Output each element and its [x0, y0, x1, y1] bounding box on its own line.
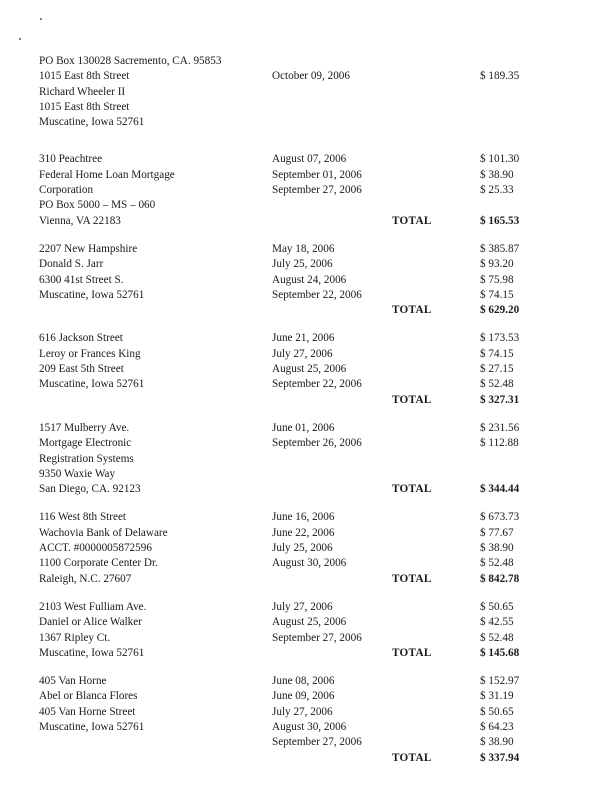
- payment-date: September 22, 2006: [272, 378, 362, 391]
- payment-date: June 22, 2006: [272, 526, 335, 539]
- total-label: TOTAL: [392, 214, 432, 227]
- ledger-row: [39, 631, 559, 646]
- total-amount: $ 344.44: [480, 483, 520, 496]
- payment-amount: $ 152.97: [480, 675, 520, 688]
- payment-date: June 09, 2006: [272, 690, 335, 703]
- ledger-row: [39, 183, 559, 198]
- address-line: Federal Home Loan Mortgage: [39, 168, 175, 181]
- total-label: TOTAL: [392, 304, 432, 317]
- payment-date: October 09, 2006: [272, 70, 350, 83]
- payment-amount: $ 64.23: [480, 720, 514, 733]
- ledger-row: [39, 100, 559, 115]
- payment-amount: $ 38.90: [480, 736, 514, 749]
- payment-date: June 21, 2006: [272, 332, 335, 345]
- ledger-row: [39, 615, 559, 630]
- address-line: Muscatine, Iowa 52761: [39, 116, 145, 129]
- payment-date: June 08, 2006: [272, 675, 335, 688]
- ledger-row: [39, 115, 559, 130]
- scan-speck: [40, 18, 42, 20]
- payment-amount: $ 673.73: [480, 511, 520, 524]
- address-line: 116 West 8th Street: [39, 511, 127, 524]
- address-line: Vienna, VA 22183: [39, 214, 121, 227]
- address-line: 6300 41st Street S.: [39, 273, 124, 286]
- address-line: Leroy or Frances King: [39, 347, 141, 360]
- payment-date: July 27, 2006: [272, 600, 333, 613]
- payment-amount: $ 385.87: [480, 242, 520, 255]
- total-amount: $ 337.94: [480, 751, 520, 764]
- total-amount: $ 629.20: [480, 304, 520, 317]
- payee-block: [39, 331, 559, 407]
- payment-amount: $ 231.56: [480, 421, 520, 434]
- address-line: PO Box 130028 Sacremento, CA. 95853: [39, 55, 222, 67]
- payment-date: August 25, 2006: [272, 363, 347, 376]
- total-amount: $ 327.31: [480, 393, 520, 406]
- payment-amount: $ 38.90: [480, 542, 514, 555]
- payment-amount: $ 52.48: [480, 378, 514, 391]
- payment-amount: $ 42.55: [480, 616, 514, 629]
- ledger-row: [39, 288, 559, 303]
- total-label: TOTAL: [392, 393, 432, 406]
- address-line: San Diego, CA. 92123: [39, 483, 141, 496]
- ledger-row: [39, 674, 559, 689]
- payment-amount: $ 50.65: [480, 705, 514, 718]
- payment-date: July 25, 2006: [272, 542, 333, 555]
- total-label: TOTAL: [392, 483, 432, 496]
- payment-date: September 27, 2006: [272, 631, 362, 644]
- payment-amount: $ 25.33: [480, 184, 514, 197]
- payment-amount: $ 74.15: [480, 347, 514, 360]
- ledger-row: [39, 751, 559, 766]
- address-line: 1015 East 8th Street: [39, 70, 130, 83]
- payment-date: August 24, 2006: [272, 273, 347, 286]
- ledger-row: [39, 242, 559, 257]
- ledger-row: [39, 421, 559, 436]
- ledger-row: [39, 556, 559, 571]
- ledger-row: [39, 273, 559, 288]
- address-line: 1517 Mulberry Ave.: [39, 421, 130, 434]
- payment-amount: $ 77.67: [480, 526, 514, 539]
- address-line: 209 East 5th Street: [39, 363, 124, 376]
- total-label: TOTAL: [392, 646, 432, 659]
- address-line: 2103 West Fulliam Ave.: [39, 600, 147, 613]
- payment-date: July 25, 2006: [272, 258, 333, 271]
- payment-amount: $ 50.65: [480, 600, 514, 613]
- payment-amount: $ 52.48: [480, 557, 514, 570]
- payment-ledger-document: [39, 54, 559, 779]
- scan-speck: [19, 38, 21, 40]
- payment-date: July 27, 2006: [272, 347, 333, 360]
- ledger-row: [39, 198, 559, 213]
- address-line: 310 Peachtree: [39, 153, 103, 166]
- payee-block: [39, 600, 559, 661]
- total-amount: $ 165.53: [480, 214, 520, 227]
- payment-date: August 30, 2006: [272, 720, 347, 733]
- payment-date: July 27, 2006: [272, 705, 333, 718]
- address-line: Donald S. Jarr: [39, 258, 104, 271]
- address-line: Wachovia Bank of Delaware: [39, 526, 168, 539]
- address-line: Daniel or Alice Walker: [39, 616, 142, 629]
- address-line: 2207 New Hampshire: [39, 242, 138, 255]
- ledger-row: [39, 735, 559, 750]
- ledger-row: [39, 452, 559, 467]
- payment-date: August 30, 2006: [272, 557, 347, 570]
- total-amount: $ 145.68: [480, 646, 520, 659]
- address-line: Muscatine, Iowa 52761: [39, 288, 145, 301]
- ledger-row: [39, 214, 559, 229]
- payment-amount: $ 101.30: [480, 153, 520, 166]
- ledger-row: [39, 720, 559, 735]
- address-line: Muscatine, Iowa 52761: [39, 378, 145, 391]
- payee-block: [39, 510, 559, 586]
- address-line: Mortgage Electronic: [39, 437, 132, 450]
- address-line: Muscatine, Iowa 52761: [39, 646, 145, 659]
- payment-amount: $ 31.19: [480, 690, 514, 703]
- address-line: 1015 East 8th Street: [39, 100, 130, 113]
- total-label: TOTAL: [392, 751, 432, 764]
- address-line: 1367 Ripley Ct.: [39, 631, 111, 644]
- ledger-row: [39, 436, 559, 451]
- ledger-row: [39, 526, 559, 541]
- address-line: Registration Systems: [39, 452, 134, 465]
- ledger-row: [39, 646, 559, 661]
- address-line: PO Box 5000 – MS – 060: [39, 199, 156, 212]
- payee-block: [39, 242, 559, 318]
- ledger-row: [39, 362, 559, 377]
- ledger-row: [39, 152, 559, 167]
- payment-amount: $ 38.90: [480, 168, 514, 181]
- ledger-row: [39, 510, 559, 525]
- payment-amount: $ 189.35: [480, 70, 520, 83]
- address-line: Raleigh, N.C. 27607: [39, 572, 132, 585]
- address-line: Richard Wheeler II: [39, 85, 126, 98]
- ledger-row: [39, 347, 559, 362]
- ledger-row: [39, 572, 559, 587]
- payment-date: September 26, 2006: [272, 437, 362, 450]
- address-line: 1100 Corporate Center Dr.: [39, 557, 158, 570]
- ledger-row: [39, 168, 559, 183]
- payment-amount: $ 74.15: [480, 288, 514, 301]
- payment-date: August 25, 2006: [272, 616, 347, 629]
- address-line: 9350 Waxie Way: [39, 467, 116, 480]
- payment-amount: $ 27.15: [480, 363, 514, 376]
- payment-date: August 07, 2006: [272, 153, 347, 166]
- payment-amount: $ 93.20: [480, 258, 514, 271]
- ledger-row: [39, 303, 559, 318]
- payment-date: September 27, 2006: [272, 184, 362, 197]
- payment-amount: $ 75.98: [480, 273, 514, 286]
- payee-block: [39, 674, 559, 766]
- ledger-row: [39, 377, 559, 392]
- payment-amount: $ 112.88: [480, 437, 519, 450]
- ledger-row: [39, 257, 559, 272]
- address-line: ACCT. #0000005872596: [39, 542, 152, 555]
- payee-block: [39, 54, 559, 130]
- payment-date: September 27, 2006: [272, 736, 362, 749]
- ledger-row: [39, 331, 559, 346]
- payment-date: September 22, 2006: [272, 288, 362, 301]
- address-line: 405 Van Horne Street: [39, 705, 136, 718]
- address-line: 616 Jackson Street: [39, 332, 123, 345]
- payment-date: September 01, 2006: [272, 168, 362, 181]
- ledger-row: [39, 482, 559, 497]
- total-amount: $ 842.78: [480, 572, 520, 585]
- payee-block: [39, 152, 559, 228]
- payment-date: May 18, 2006: [272, 242, 335, 255]
- address-line: Corporation: [39, 184, 94, 197]
- ledger-row: [39, 393, 559, 408]
- payment-date: June 16, 2006: [272, 511, 335, 524]
- address-line: Abel or Blanca Flores: [39, 690, 138, 703]
- address-line: 405 Van Horne: [39, 675, 107, 688]
- payment-amount: $ 173.53: [480, 332, 520, 345]
- payment-date: June 01, 2006: [272, 421, 335, 434]
- ledger-row: [39, 705, 559, 720]
- ledger-row: [39, 69, 559, 84]
- payment-amount: $ 52.48: [480, 631, 514, 644]
- ledger-row: [39, 541, 559, 556]
- ledger-row: [39, 467, 559, 482]
- payee-block: [39, 421, 559, 497]
- total-label: TOTAL: [392, 572, 432, 585]
- ledger-row: [39, 85, 559, 100]
- address-line: Muscatine, Iowa 52761: [39, 720, 145, 733]
- ledger-row: [39, 600, 559, 615]
- ledger-row: [39, 54, 559, 69]
- ledger-row: [39, 689, 559, 704]
